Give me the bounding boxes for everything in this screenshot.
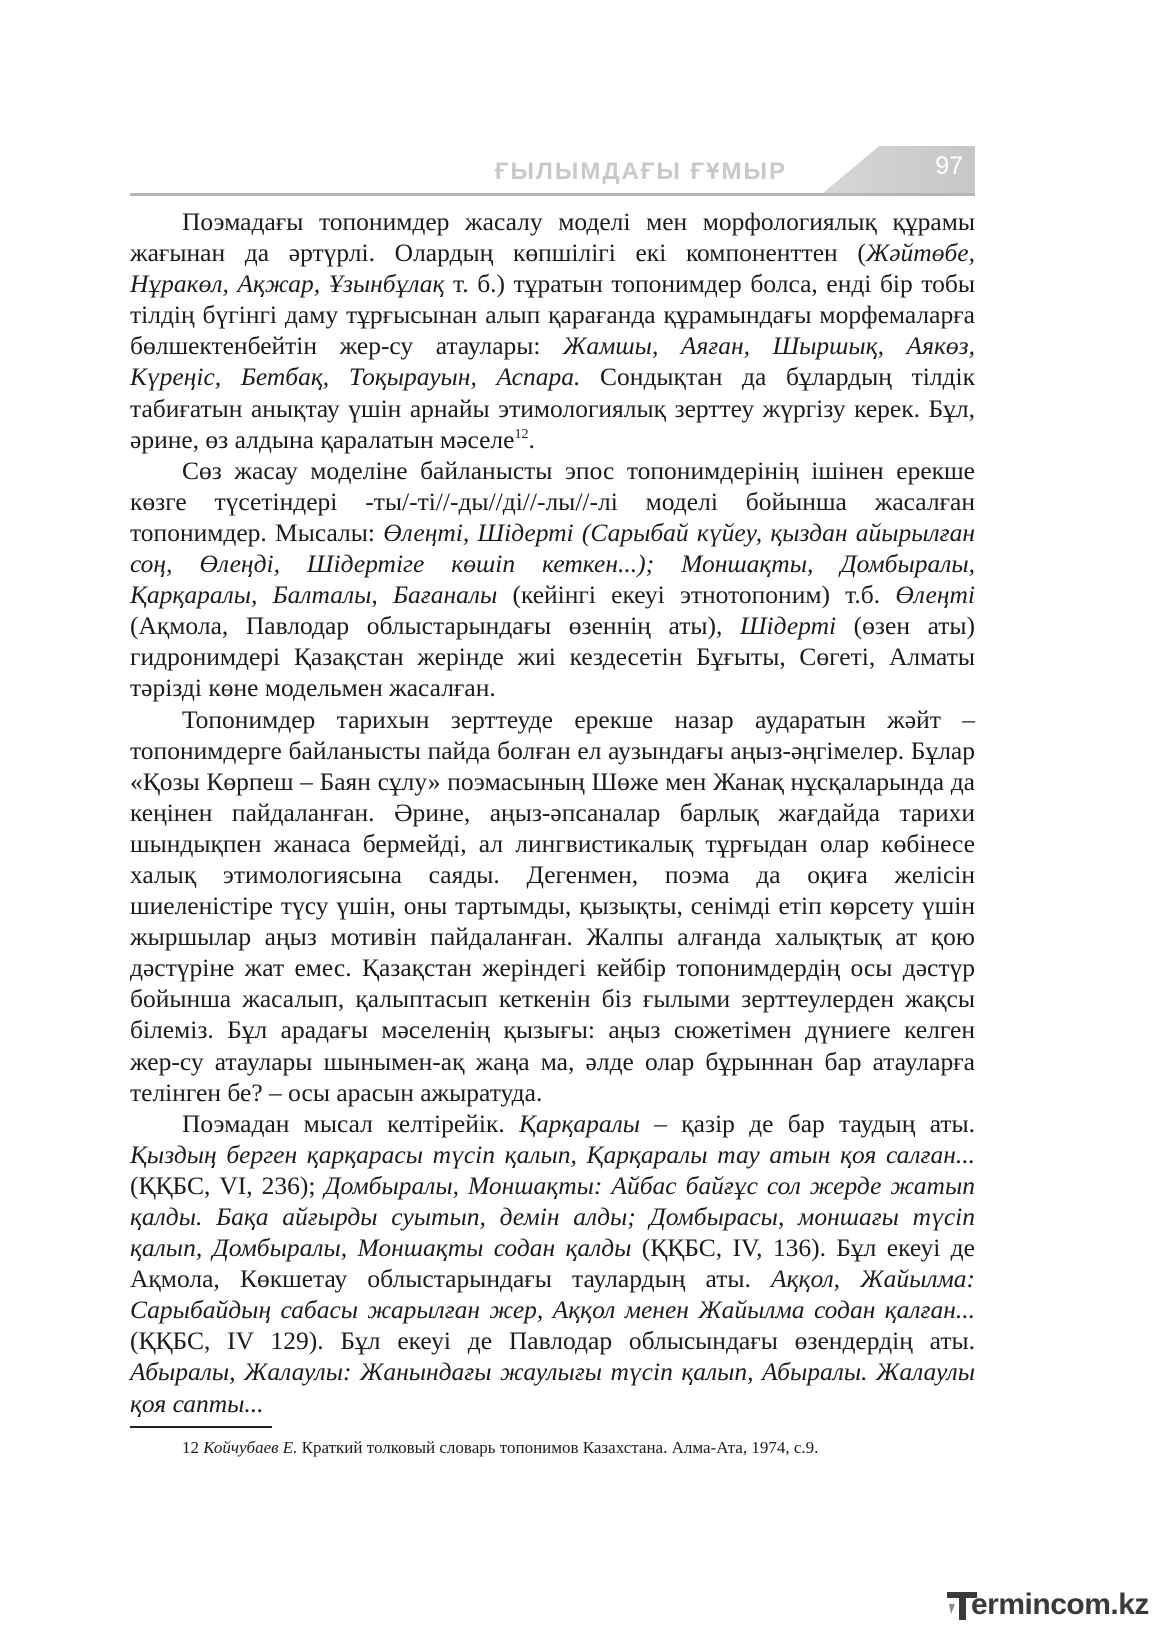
text-run: . xyxy=(528,424,535,454)
paragraph xyxy=(130,455,975,704)
text-run: (ҚҚБС, IV 129). Бұл екеуі де Павлодар облысындағы өзендердің аты. xyxy=(130,1326,975,1356)
footnote-author: Койчубаев Е. xyxy=(203,1438,298,1457)
italic-run: Өлеңті, Шідерті (Сарыбай күйеу, қыздан айырылған соң, Өлеңді, Шідертіге көшіп кеткен...); Моншақты, Домбыралы, Қарқаралы, Балталы, Бағаналы xyxy=(130,517,975,610)
italic-run: Қарқаралы xyxy=(518,1108,640,1138)
text-run: Сондықтан да бұлардың тілдік табиғатын анықтау үшін арнайы этимологиялық зерттеу жүргізу керек. Бұл, әрине, өз алдына қаралатын мәселе xyxy=(130,362,975,454)
text-run: т. б.) тұратын топонимдер болса, енді бір тобы тілдің бүгінгі даму тұрғысынан алып қарағанда құрамындағы морфемаларға бөлшектенбейтін жер-су атаулары: xyxy=(130,269,975,361)
running-header xyxy=(130,146,975,198)
italic-run: Жамшы, Аяған, Шыршық, Аякөз, Күреңіс, Бетбақ, Тоқырауын, Аспара. xyxy=(130,331,975,392)
footnote-number: 12 xyxy=(182,1438,199,1457)
italic-run: Жәйтөбе, Нұракөл, Ақжар, Ұзынбұлақ xyxy=(130,238,975,299)
paragraph xyxy=(130,1108,975,1419)
footnote-ref: 12 xyxy=(514,426,529,442)
text-run: (өзен аты) гидронимдері Қазақстан жерінде жиі кездесетін Бұғыты, Сөгеті, Алматы тәрізді көне модельмен жасалған. xyxy=(130,611,975,703)
footnote xyxy=(182,1437,975,1459)
paragraph xyxy=(130,704,975,1108)
text-run: Поэмадағы топонимдер жасалу моделі мен морфологиялық құрамы жағынан да әртүрлі. Олардың көпшілігі екі компоненттен ( xyxy=(130,207,975,268)
italic-run: Өлеңті xyxy=(895,580,975,610)
italic-run: Абыралы, Жалаулы: Жанындағы жаулығы түсіп қалып, Абыралы. Жалаулы қоя сапты... xyxy=(130,1357,975,1418)
text-run: (кейінгі екеуі этнотопоним) т.б. xyxy=(497,580,896,610)
footnote-rule xyxy=(130,1426,272,1428)
text-run: Топонимдер тарихын зерттеуде ерекше назар аударатын жәйт – топонимдерге байланысты пайда болған ел аузындағы аңыз-әңгімелер. Бұлар «Қозы Көрпеш – Баян сұлу» поэмасының Шөже мен Жанақ нұсқаларында да кеңінен пайдаланған. Әрине, аңыз-әпсаналар барлық жағдайда тарихи шындықпен жанаса бермейді, ал лингвистикалық тұрғыдан олар көбінесе халық этимологиясына саяды. Дегенмен, поэма да оқиға желісін шиеленістіре түсу үшін, оны тартымды, қызықты, сенімді етіп көрсету үшін жыршылар аңыз мотивін пайдаланған. Жалпы алғанда халықтық ат қою дәстүріне жат емес. Қазақстан жеріндегі кейбір топонимдердің осы дәстүр бойынша жасалып, қалыптасып кеткенін біз ғылыми зерттеулерден жақсы білеміз. Бұл арадағы мәселенің қызығы: аңыз сюжетімен дүниеге келген жер-су атаулары шынымен-ақ жаңа ма, әлде олар бұрыннан бар атауларға телінген бе? – осы арасын ажыратуда. xyxy=(130,704,975,1107)
italic-run: Қыздың берген қарқарасы түсіп қалып, Қарқаралы тау атын қоя салған... xyxy=(130,1139,975,1169)
italic-run: Шідерті xyxy=(739,611,837,641)
italic-run: Домбыралы, Моншақты: Айбас байғұс сол жерде жатып қалды. Бақа айғырды суытып, демін алды; Домбырасы, моншағы түсіп қалып, Домбыралы, Моншақты содан қалды xyxy=(130,1170,975,1263)
footnote-text: Краткий толковый словарь топонимов Казахстана. Алма-Ата, 1974, с.9. xyxy=(297,1438,819,1457)
watermark-text: ermincоm.kz xyxy=(971,1588,1149,1621)
page-number: 97 xyxy=(935,152,963,180)
text-run: – қазір де бар таудың аты. xyxy=(640,1108,975,1138)
text-run: (Ақмола, Павлодар облыстарындағы өзеннің аты), xyxy=(130,611,740,641)
italic-run: Аққол, Жайылма: Сарыбайдың сабасы жарылған жер, Аққол менен Жайылма содан қалған... xyxy=(130,1264,975,1325)
text-run: (ҚҚБС, IV, 136). Бұл екеуі де Ақмола, Көкшетау облыстарындағы таулардың аты. xyxy=(130,1233,975,1294)
paragraph xyxy=(130,206,975,455)
running-title: ҒЫЛЫМДАҒЫ ҒҰМЫР xyxy=(494,158,787,185)
header-rule xyxy=(130,193,975,196)
watermark xyxy=(945,1588,1149,1622)
text-run: (ҚҚБС, VI, 236); xyxy=(130,1170,325,1200)
text-run: Сөз жасау моделіне байланысты эпос топонимдерінің ішінен ерекше көзге түсетіндері -ты/-ті//-ды//ді//-лы//-лі моделі бойынша жасалған топонимдер. Мысалы: xyxy=(130,455,975,547)
body-text xyxy=(130,206,975,1419)
text-run: Поэмадан мысал келтірейік. xyxy=(182,1108,519,1138)
